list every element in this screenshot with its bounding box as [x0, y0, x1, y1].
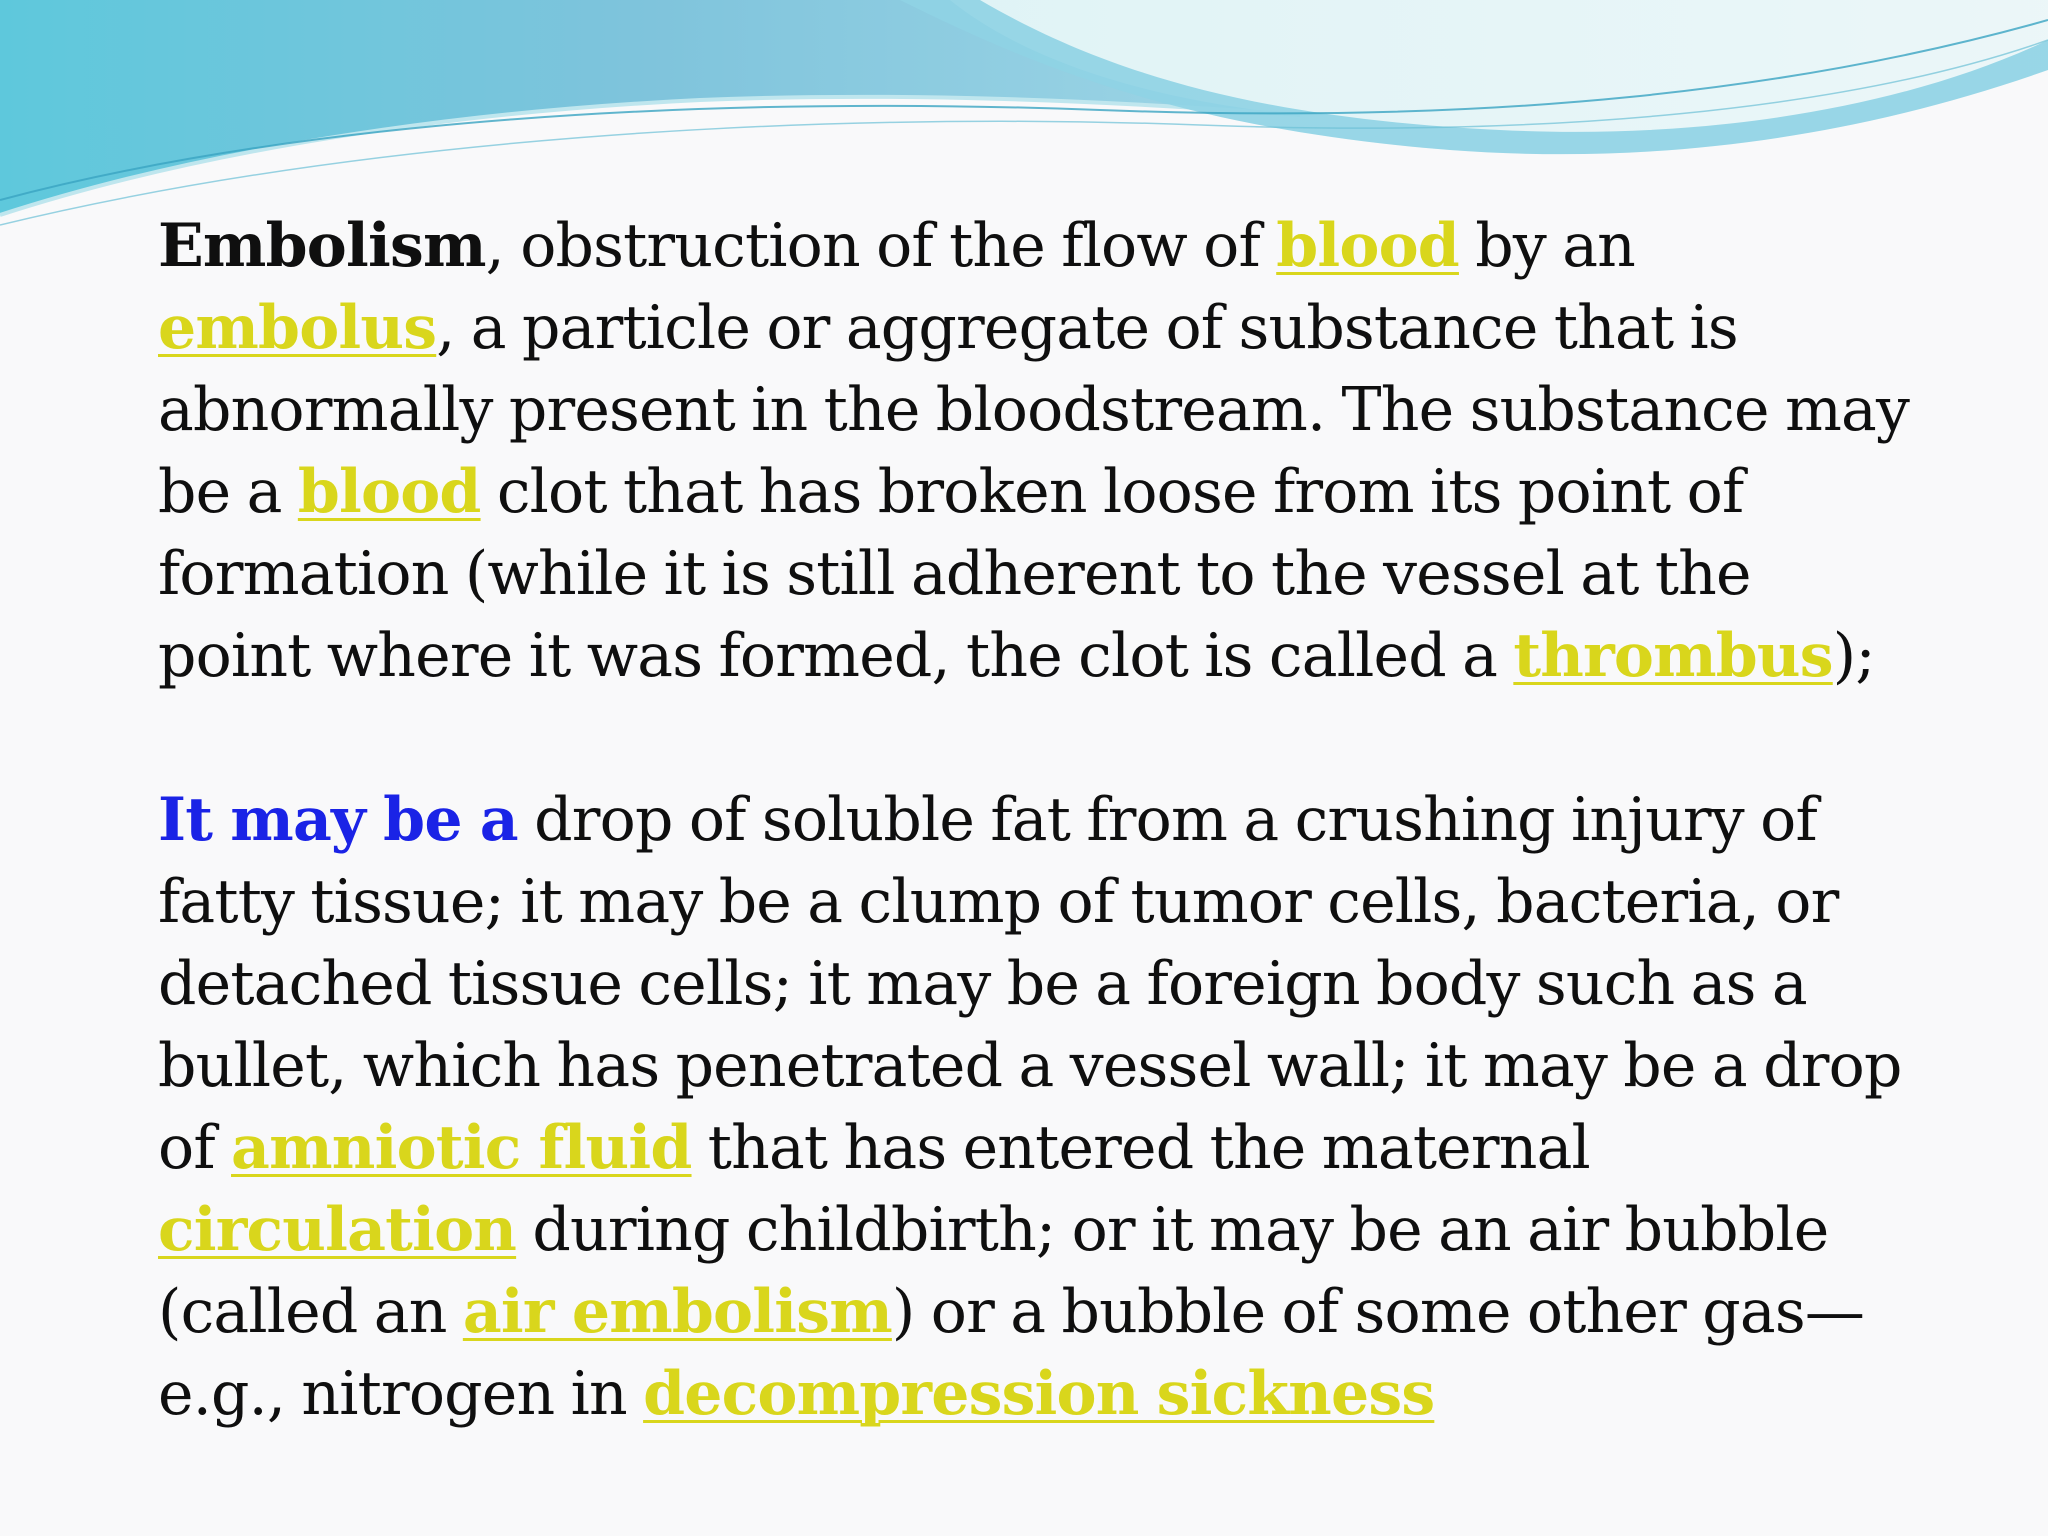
- link-blood[interactable]: blood: [1276, 211, 1459, 281]
- text-segment: that has entered the maternal: [691, 1113, 1590, 1183]
- text-segment: , obstruction of the flow of: [485, 211, 1277, 281]
- text-segment: drop of soluble fat from a crushing injury of fatty tissue; it may be a clump of tumor cells, bacteria, or detached tissue cells; it may be a foreign body such as a bullet, which has penetrated a vessel wall; it may be a drop of: [158, 785, 1902, 1183]
- link-embolus[interactable]: embolus: [158, 293, 437, 363]
- link-air-embolism[interactable]: air embolism: [462, 1277, 892, 1347]
- text-segment: clot that has broken loose from its point of formation (while it is still adherent to the vessel at the point where it was formed, the clot is called a: [158, 457, 1751, 691]
- link-circulation[interactable]: circulation: [158, 1195, 517, 1265]
- paragraph-embolus-types: [158, 779, 1918, 1435]
- link-thrombus[interactable]: thrombus: [1513, 621, 1833, 691]
- text-segment: , a particle or aggregate of substance that is abnormally present in the bloodstream. The substance may be a: [158, 293, 1910, 527]
- link-blood-2[interactable]: blood: [297, 457, 481, 527]
- slide-body: [158, 205, 1918, 1517]
- lead-phrase: It may be a: [158, 785, 518, 855]
- text-segment: ) or a bubble of some other gas—e.g., nitrogen in: [158, 1277, 1865, 1429]
- link-decompression-sickness[interactable]: decompression sickness: [643, 1359, 1435, 1429]
- text-segment: );: [1832, 621, 1875, 691]
- paragraph-embolism-definition: [158, 205, 1918, 697]
- text-segment: during childbirth; or it may be an air bubble (called an: [158, 1195, 1829, 1347]
- link-amniotic-fluid[interactable]: amniotic fluid: [231, 1113, 692, 1183]
- text-segment: by an: [1458, 211, 1636, 281]
- term-embolism: Embolism: [158, 211, 486, 281]
- header-wave-decoration: [0, 0, 2048, 240]
